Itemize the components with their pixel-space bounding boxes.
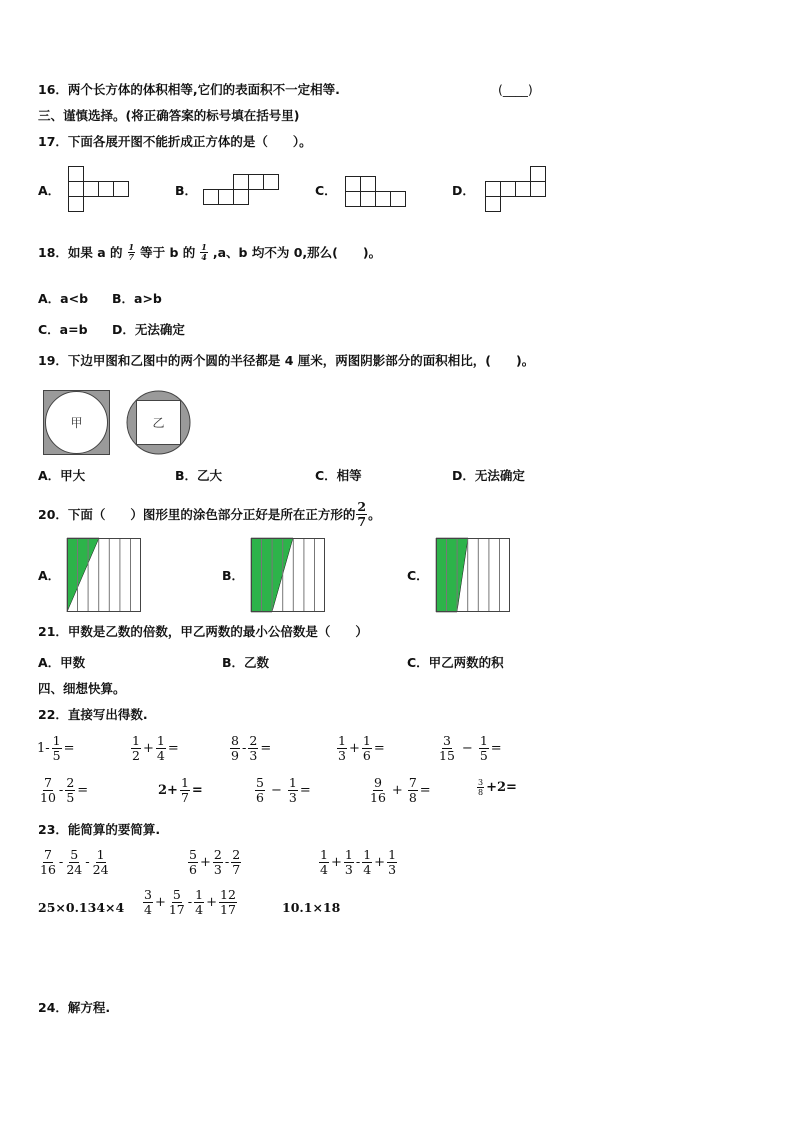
q23-expr-5: $\frac{3}{4}$ + $\frac{5}{17}$ - $\frac{1}{4}$ + $\frac{12}{17}$	[144, 887, 236, 917]
q23-expr-6: 10.1×18	[282, 900, 341, 915]
q17-option-d[interactable]: D．	[452, 183, 475, 198]
q22-expr-5: $\frac{3}{15}$ − $\frac{1}{5}$ =	[439, 733, 502, 763]
q19-label-yi: 乙	[152, 416, 165, 430]
q17-option-c[interactable]: C．	[315, 183, 337, 198]
q19-option-c[interactable]: C．相等	[315, 468, 362, 483]
section-4-heading: 四、细想快算。	[38, 681, 126, 696]
q17-option-a[interactable]: A．	[38, 183, 61, 198]
q17-net-b	[203, 174, 283, 208]
q22-expr-8: $\frac{5}{6}$ − $\frac{1}{3}$ =	[256, 775, 311, 805]
q16-text: 16．两个长方体的体积相等,它们的表面积不一定相等.	[38, 82, 340, 97]
q18-stem: 18．如果 a 的 $\frac{1}{7}$ 等于 b 的 $\frac{1}{4}$ ,a、b 均不为 0,那么( )。	[38, 242, 382, 262]
q18-option-c[interactable]: C．a=b	[38, 322, 88, 337]
q23-expr-4: 25×0.134×4	[38, 900, 125, 915]
q20-stem: 20．下面（ ）图形里的涂色部分正好是所在正方形的 $\frac{2}{7}$ 。	[38, 499, 381, 529]
q23-expr-2: $\frac{5}{6}$ + $\frac{2}{3}$ - $\frac{2}{7}$	[189, 847, 241, 877]
q18-option-d[interactable]: D．无法确定	[112, 322, 185, 337]
q19-figure-yi	[126, 390, 192, 456]
q18-option-a[interactable]: A．a<b	[38, 291, 89, 306]
q17-net-a	[68, 166, 132, 214]
q20-option-b[interactable]: B．	[222, 568, 245, 583]
q22-expr-1: 1- $\frac{1}{5}$ =	[37, 733, 75, 763]
q21-option-b[interactable]: B．乙数	[222, 655, 270, 670]
q22-expr-6: $\frac{7}{10}$ - $\frac{2}{5}$ =	[40, 775, 89, 805]
q23-expr-3: $\frac{1}{4}$ + $\frac{1}{3}$ - $\frac{1}{4}$ + $\frac{1}{3}$	[320, 847, 397, 877]
q23-stem: 23．能简算的要简算.	[38, 822, 161, 837]
q22-expr-4: $\frac{1}{3}$ + $\frac{1}{6}$ =	[338, 733, 385, 763]
q21-option-a[interactable]: A．甲数	[38, 655, 86, 670]
q18-fraction-1: $\frac{1}{7}$	[128, 242, 135, 262]
q21-option-c[interactable]: C．甲乙两数的积	[407, 655, 504, 670]
q17-stem: 17．下面各展开图不能折成正方体的是（ ）。	[38, 134, 312, 149]
q17-net-d	[485, 166, 549, 214]
q17-option-b[interactable]: B．	[175, 183, 198, 198]
q24-stem: 24．解方程.	[38, 1000, 111, 1015]
q19-option-b[interactable]: B．乙大	[175, 468, 223, 483]
q18-option-b[interactable]: B．a>b	[112, 291, 162, 306]
section-3-heading: 三、谨慎选择。(将正确答案的标号填在括号里)	[38, 108, 300, 123]
q20-figure-a	[67, 538, 143, 614]
q22-stem: 22．直接写出得数.	[38, 707, 148, 722]
q23-expr-1: $\frac{7}{16}$ - $\frac{5}{24}$ - $\frac{1}{24}$	[40, 847, 109, 877]
q20-figure-b	[251, 538, 327, 614]
q17-net-c	[345, 176, 409, 210]
q19-stem: 19．下边甲图和乙图中的两个圆的半径都是 4 厘米，两图阴影部分的面积相比，( )。	[38, 353, 535, 368]
q18-fraction-2: $\frac{1}{4}$	[201, 242, 207, 262]
q22-expr-9: $\frac{9}{16}$ + $\frac{7}{8}$ =	[370, 775, 431, 805]
q22-expr-7: 2+ $\frac{1}{7}$ =	[158, 775, 203, 805]
q19-option-d[interactable]: D．无法确定	[452, 468, 525, 483]
q20-fraction: $\frac{2}{7}$	[357, 499, 367, 529]
q22-expr-3: $\frac{8}{9}$ - $\frac{2}{3}$ =	[231, 733, 272, 763]
q16-answer-blank[interactable]: (____)	[498, 82, 533, 97]
q20-option-a[interactable]: A．	[38, 568, 61, 583]
q20-figure-c	[436, 538, 512, 614]
q19-option-a[interactable]: A．甲大	[38, 468, 86, 483]
q21-stem: 21．甲数是乙数的倍数，甲乙两数的最小公倍数是（ ）	[38, 624, 368, 639]
q22-expr-2: $\frac{1}{2}$ + $\frac{1}{4}$ =	[132, 733, 179, 763]
q22-expr-10: $\frac{3}{8}$ +2=	[478, 778, 517, 797]
q19-figure-jia	[43, 390, 111, 456]
q19-label-jia: 甲	[70, 416, 83, 430]
q20-option-c[interactable]: C．	[407, 568, 429, 583]
